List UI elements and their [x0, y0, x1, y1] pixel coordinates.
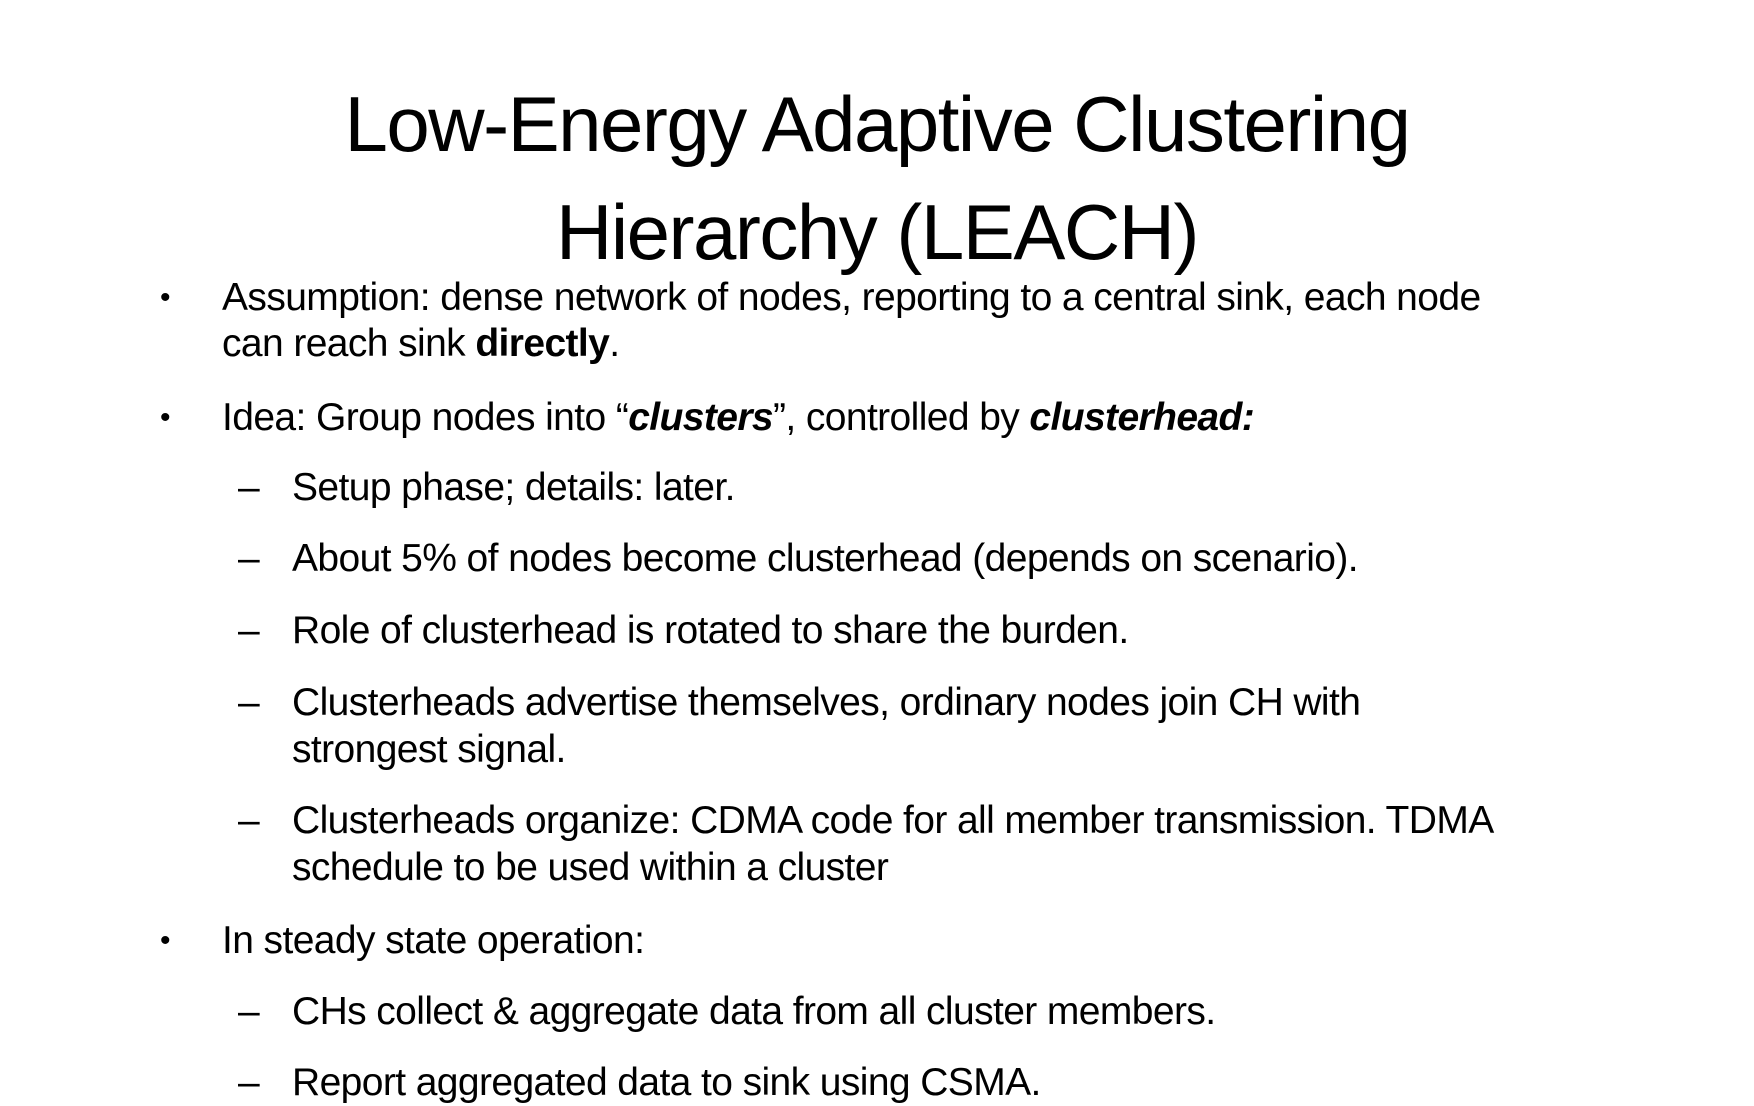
bullet-icon: • [160, 924, 171, 957]
bullet-assumption-line-1 [222, 274, 1481, 321]
subitem-organize-line-1: Clusterheads organize: CDMA code for all member transmission. TDMA [292, 799, 1494, 842]
emphasis-directly: directly [475, 322, 610, 365]
bullet-steady-state [222, 917, 644, 964]
dash-icon: – [238, 609, 260, 652]
emphasis-clusters: clusters [628, 396, 773, 439]
subitem-role-rotated: Role of clusterhead is rotated to share the burden. [292, 609, 1129, 652]
bullet-idea [222, 394, 1254, 441]
subitem-setup-phase: Setup phase; details: later. [292, 466, 735, 509]
dash-icon: – [238, 537, 260, 580]
text: In steady state operation: [222, 919, 645, 962]
text: Assumption: dense network of nodes, reporting to a central sink, each node [222, 276, 1481, 319]
slide-title-line-2: Hierarchy (LEACH) [556, 188, 1198, 276]
dash-icon: – [238, 466, 260, 509]
subitem-advertise-line-1: Clusterheads advertise themselves, ordinary nodes join CH with [292, 681, 1361, 724]
subitem-report-csma: Report aggregated data to sink using CSMA. [292, 1061, 1041, 1104]
slide-title-line-1: Low-Energy Adaptive Clustering [344, 80, 1410, 168]
bullet-icon: • [160, 281, 171, 314]
dash-icon: – [238, 990, 260, 1033]
subitem-advertise-line-2: strongest signal. [292, 728, 566, 771]
slide-title [0, 70, 1754, 286]
subitem-organize-line-2: schedule to be used within a cluster [292, 846, 889, 889]
text: Idea: Group nodes into “ [222, 396, 629, 439]
bullet-assumption-line-2 [222, 320, 620, 367]
emphasis-clusterhead: clusterhead: [1029, 396, 1255, 439]
dash-icon: – [238, 799, 260, 842]
dash-icon: – [238, 1061, 260, 1104]
dash-icon: – [238, 681, 260, 724]
subitem-five-percent: About 5% of nodes become clusterhead (depends on scenario). [292, 537, 1358, 580]
text: ”, controlled by [773, 396, 1030, 439]
bullet-icon: • [160, 401, 171, 434]
text: . [609, 322, 620, 365]
text: can reach sink [222, 322, 476, 365]
subitem-collect-aggregate: CHs collect & aggregate data from all cluster members. [292, 990, 1216, 1033]
